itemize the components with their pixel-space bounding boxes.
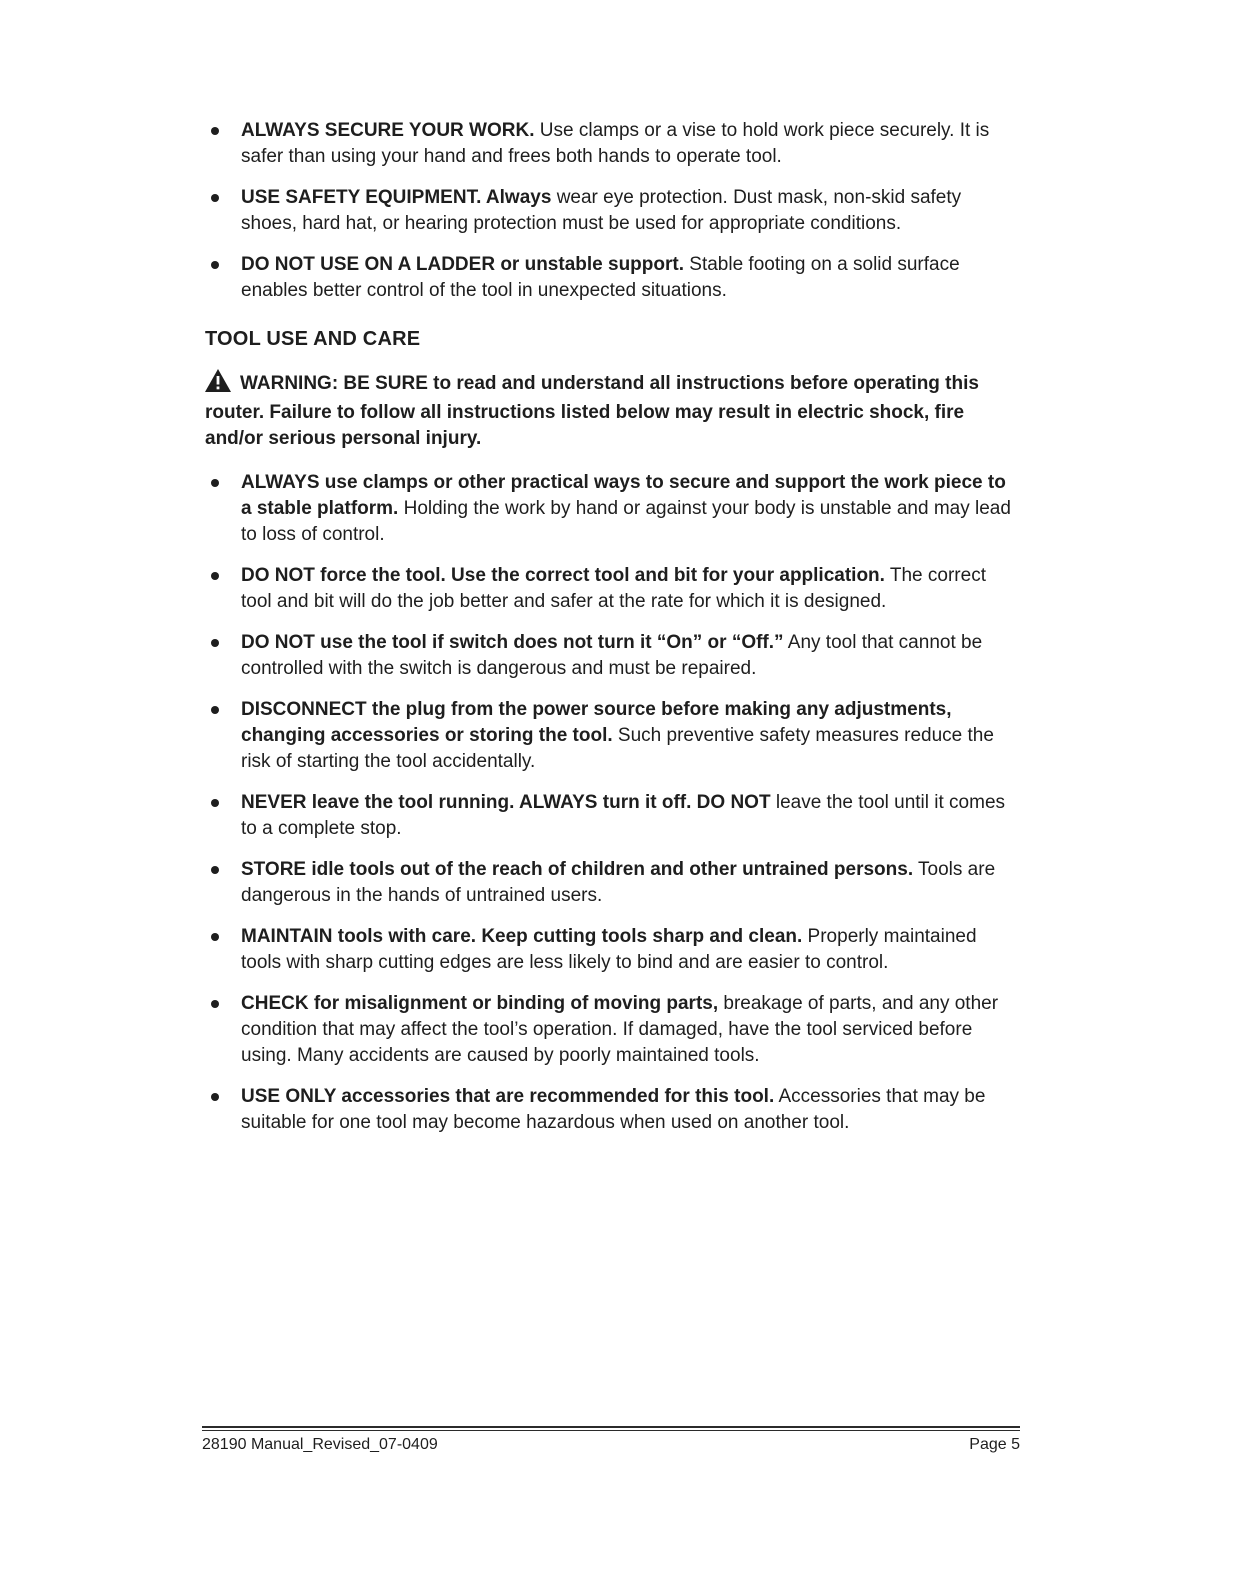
bullet-icon [211,127,219,135]
bullet-body-text: Accessories that may be suitable for one tool may become hazardous when used on another tool. [241,1086,986,1133]
bullet-body-text: Holding the work by hand or against your body is unstable and may lead to loss of control. [241,498,1011,545]
section-heading: TOOL USE AND CARE [205,328,421,350]
bullet-icon [211,866,219,874]
bullet-icon [211,799,219,807]
list-item [205,790,1017,842]
footer-rule [202,1426,1020,1431]
warning-text: WARNING: BE SURE to read and understand all instructions before operating this router. Failure to follow all instructions listed below may result in electric shock, fire and/or serious personal injury. [205,373,979,449]
bullet-icon [211,706,219,714]
bullet-lead-text: MAINTAIN tools with care. Keep cutting tools sharp and clean. [241,926,803,947]
bullet-icon [211,1093,219,1101]
bullet-icon [211,261,219,269]
page-content [205,118,1017,1151]
footer-document-id: 28190 Manual_Revised_07-0409 [202,1436,438,1453]
bullet-body-text: Any tool that cannot be controlled with the switch is dangerous and must be repaired. [241,632,983,679]
bullet-body-text: Use clamps or a vise to hold work piece securely. It is safer than using your hand and frees both hands to operate tool. [241,120,990,167]
bullet-body-text: Such preventive safety measures reduce the risk of starting the tool accidentally. [241,725,994,772]
bullet-icon [211,1000,219,1008]
list-item [205,252,1017,304]
list-item [205,185,1017,237]
footer-text-row [202,1436,1020,1454]
bullet-icon [211,572,219,580]
bullet-lead-text: STORE idle tools out of the reach of children and other untrained persons. [241,859,914,880]
bullet-lead-text: ALWAYS SECURE YOUR WORK. [241,120,535,141]
list-item [205,1084,1017,1136]
bullet-body-text: Tools are dangerous in the hands of untrained users. [241,859,996,906]
list-item [205,857,1017,909]
list-item [205,697,1017,775]
list-item [205,118,1017,170]
bullet-lead-text: DISCONNECT the plug from the power source before making any adjustments, changing accessories or storing the tool. [241,699,952,746]
bullet-lead-text: DO NOT USE ON A LADDER or unstable support. [241,254,684,275]
bullet-lead-text: DO NOT use the tool if switch does not turn it “On” or “Off.” [241,632,784,653]
bullet-lead-text: NEVER leave the tool running. ALWAYS turn it off. DO NOT [241,792,771,813]
bullet-lead-text: USE ONLY accessories that are recommended for this tool. [241,1086,775,1107]
bullet-icon [211,479,219,487]
bullet-lead-text: DO NOT force the tool. Use the correct tool and bit for your application. [241,565,885,586]
tool-use-bullet-list [205,470,1017,1136]
list-item [205,563,1017,615]
safety-bullet-list-top [205,118,1017,304]
list-item [205,924,1017,976]
bullet-body-text: leave the tool until it comes to a complete stop. [241,792,1006,839]
bullet-body-text: The correct tool and bit will do the job better and safer at the rate for which it is designed. [241,565,986,612]
bullet-lead-text: CHECK for misalignment or binding of moving parts, [241,993,719,1014]
list-item [205,470,1017,548]
bullet-body-text: breakage of parts, and any other condition that may affect the tool’s operation. If damaged, have the tool serviced before using. Many accidents are caused by poorly maintained tools. [241,993,999,1066]
warning-paragraph [205,369,1017,452]
bullet-body-text: Properly maintained tools with sharp cutting edges are less likely to bind and are easier to control. [241,926,977,973]
warning-triangle-icon [205,369,231,400]
bullet-body-text: wear eye protection. Dust mask, non-skid safety shoes, hard hat, or hearing protection must be used for appropriate conditions. [241,187,962,234]
footer-page-number: Page 5 [969,1436,1020,1453]
page-footer [202,1426,1020,1454]
bullet-icon [211,639,219,647]
bullet-icon [211,933,219,941]
bullet-lead-text: ALWAYS use clamps or other practical ways to secure and support the work piece to a stable platform. [241,472,1006,519]
list-item [205,991,1017,1069]
bullet-body-text: Stable footing on a solid surface enables better control of the tool in unexpected situations. [241,254,960,301]
bullet-lead-text: USE SAFETY EQUIPMENT. Always [241,187,552,208]
list-item [205,630,1017,682]
bullet-icon [211,194,219,202]
